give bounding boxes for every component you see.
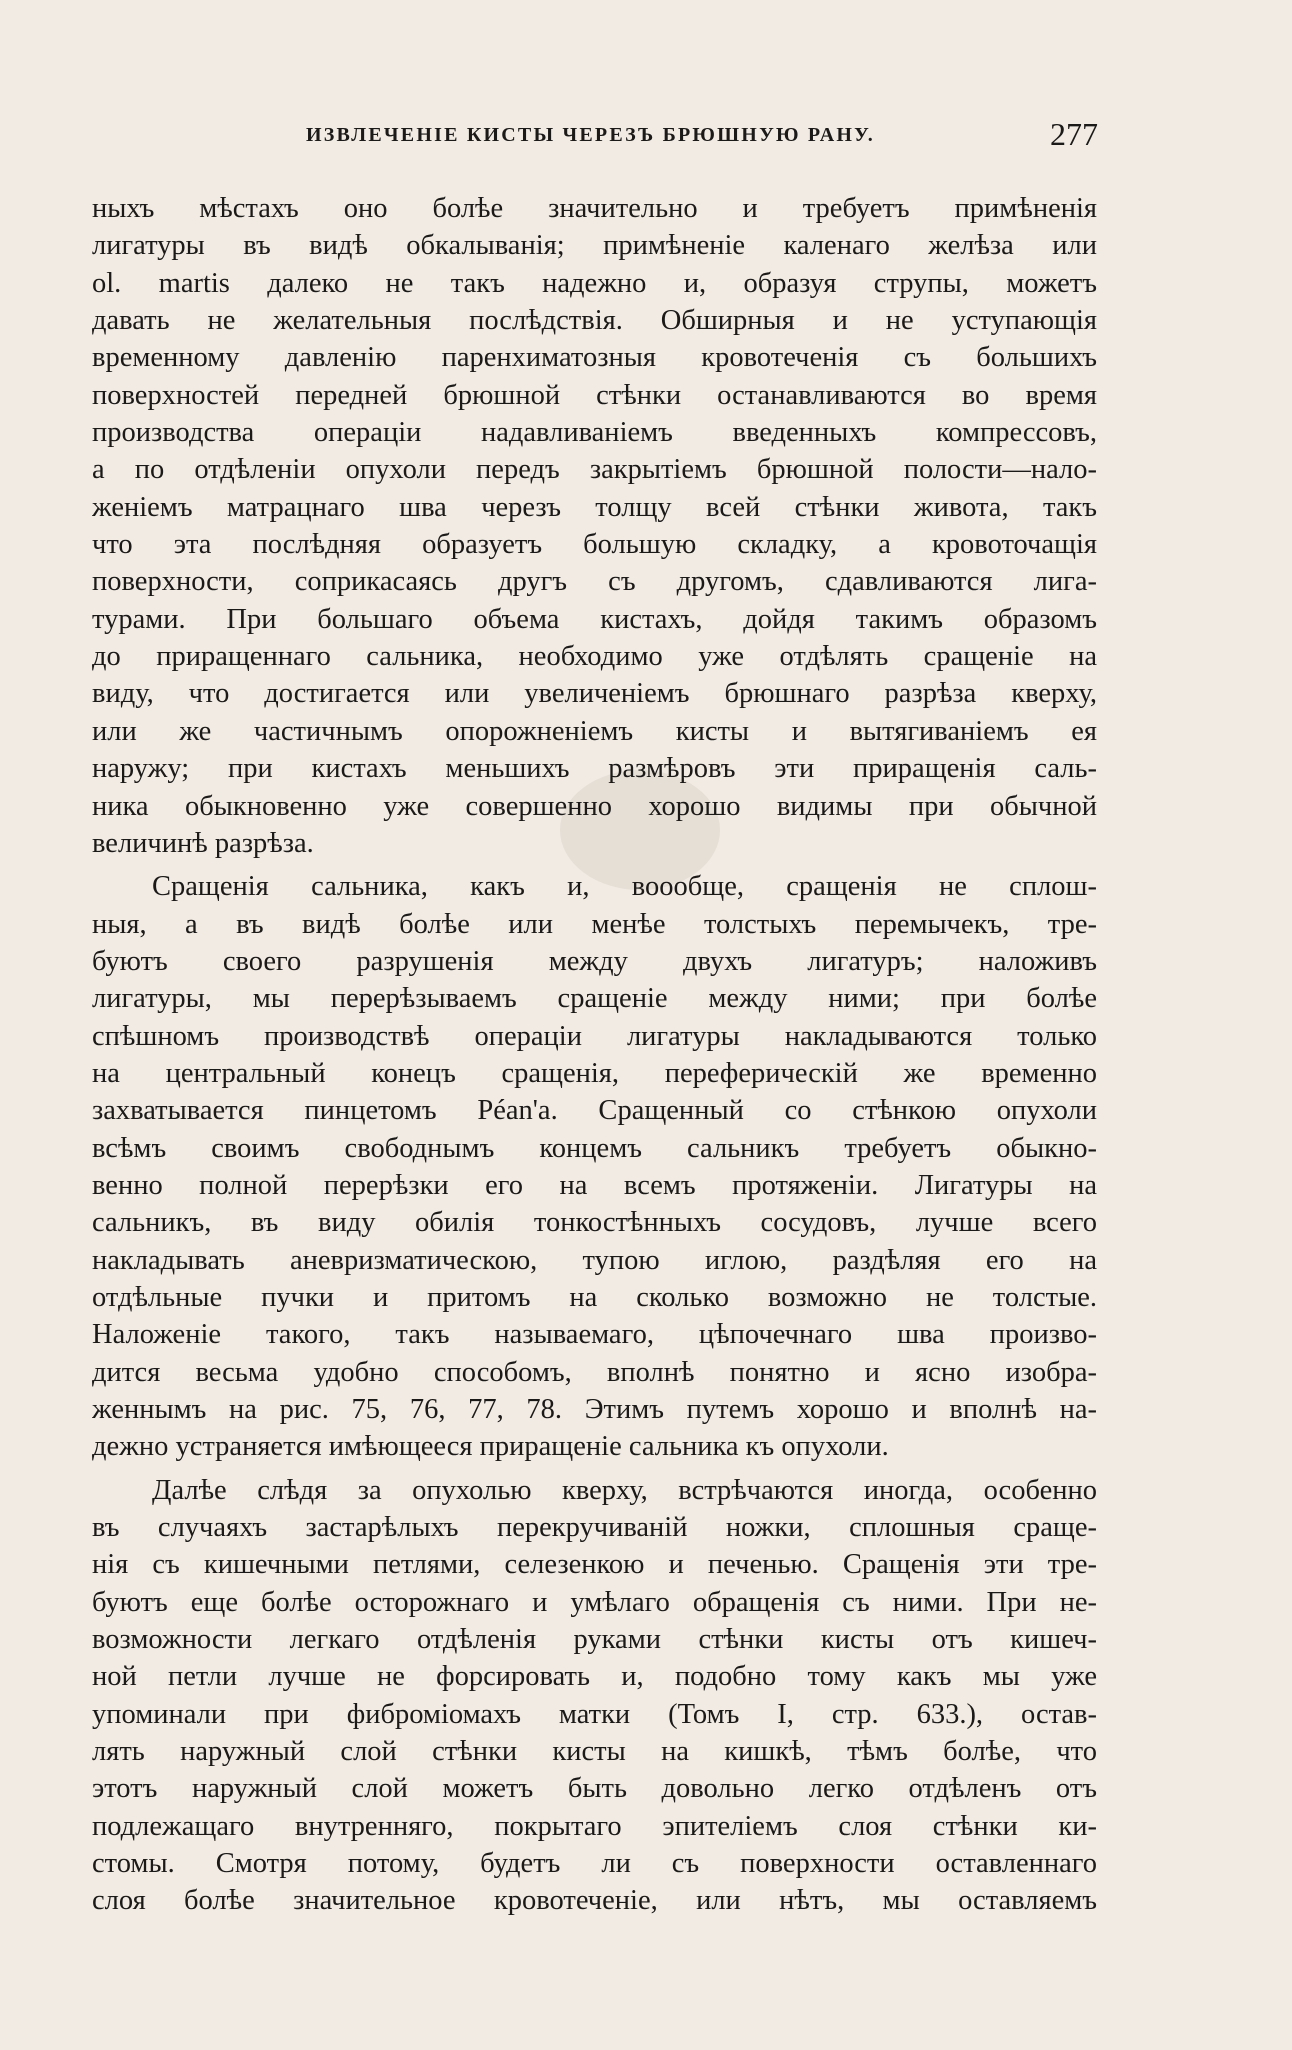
- text-line: лигатуры въ видѣ обкалыванія; примѣненіе каленаго желѣза или: [92, 230, 1097, 262]
- page-number: 277: [1050, 116, 1098, 152]
- paragraph-1: [92, 190, 1097, 862]
- text-line: поверхностей передней брюшной стѣнки останавливаются во время: [92, 379, 1097, 411]
- text-line: упоминали при фиброміомахъ матки (Томъ I, стр. 633.), остав-: [92, 1698, 1097, 1730]
- text-line: а по отдѣленіи опухоли передъ закрытіемъ брюшной полости—нало-: [92, 454, 1097, 486]
- text-line: дежно устраняется имѣющееся приращеніе сальника къ опухоли.: [92, 1431, 889, 1463]
- text-line: лигатуры, мы перерѣзываемъ сращеніе между ними; при болѣе: [92, 983, 1097, 1015]
- text-line: производства операціи надавливаніемъ введенныхъ компрессовъ,: [92, 417, 1097, 449]
- text-line: всѣмъ своимъ свободнымъ концемъ сальникъ требуетъ обыкно-: [92, 1132, 1097, 1164]
- text-line: или же частичнымъ опорожненіемъ кисты и вытягиваніемъ ея: [92, 715, 1097, 747]
- text-line: этотъ наружный слой можетъ быть довольно легко отдѣленъ отъ: [92, 1773, 1097, 1805]
- text-line: возможности легкаго отдѣленія руками стѣнки кисты отъ кишеч-: [92, 1624, 1097, 1656]
- text-line: временному давленію паренхиматозныя кровотеченія съ большихъ: [92, 342, 1097, 374]
- text-line: давать не желательныя послѣдствія. Обширныя и не уступающія: [92, 305, 1097, 337]
- text-line: слоя болѣе значительное кровотеченіе, или нѣтъ, мы оставляемъ: [92, 1885, 1097, 1917]
- text-line: подлежащаго внутренняго, покрытаго эпителіемъ слоя стѣнки ки-: [92, 1810, 1097, 1842]
- text-line: ныя, а въ видѣ болѣе или менѣе толстыхъ перемычекъ, тре-: [92, 908, 1097, 940]
- text-line: наружу; при кистахъ меньшихъ размѣровъ эти приращенія саль-: [92, 753, 1097, 785]
- text-line: Далѣе слѣдя за опухолью кверху, встрѣчаются иногда, особенно: [152, 1474, 1097, 1506]
- text-line: нія съ кишечными петлями, селезенкою и печенью. Сращенія эти тре-: [92, 1549, 1097, 1581]
- text-line: величинѣ разрѣза.: [92, 827, 314, 859]
- text-line: турами. При большаго объема кистахъ, дойдя такимъ образомъ: [92, 603, 1097, 635]
- text-line: венно полной перерѣзки его на всемъ протяженіи. Лигатуры на: [92, 1169, 1097, 1201]
- text-line: въ случаяхъ застарѣлыхъ перекручиваній ножки, сплошныя сраще-: [92, 1512, 1097, 1544]
- running-header: [96, 118, 1096, 158]
- text-line: что эта послѣдняя образуетъ большую складку, а кровоточащія: [92, 529, 1097, 561]
- text-line: ника обыкновенно уже совершенно хорошо видимы при обычной: [92, 790, 1097, 822]
- text-line: поверхности, соприкасаясь другъ съ другомъ, сдавливаются лига-: [92, 566, 1097, 598]
- text-line: ol. martis далеко не такъ надежно и, образуя струпы, можетъ: [92, 267, 1097, 299]
- text-line: спѣшномъ производствѣ операціи лигатуры накладываются только: [92, 1020, 1097, 1052]
- running-title: ИЗВЛЕЧЕНІЕ КИСТЫ ЧЕРЕЗЪ БРЮШНУЮ РАНУ.: [306, 124, 875, 146]
- text-line: женіемъ матрацнаго шва черезъ толщу всей стѣнки живота, такъ: [92, 491, 1097, 523]
- text-line: ныхъ мѣстахъ оно болѣе значительно и требуетъ примѣненія: [92, 193, 1097, 224]
- text-line: стомы. Смотря потому, будетъ ли съ поверхности оставленнаго: [92, 1848, 1097, 1880]
- text-line: отдѣльные пучки и притомъ на сколько возможно не толстые.: [92, 1281, 1097, 1313]
- text-line: накладывать аневризматическою, тупою иглою, раздѣляя его на: [92, 1244, 1097, 1276]
- paragraph-3: [92, 1472, 1097, 1920]
- text-line: дится весьма удобно способомъ, вполнѣ понятно и ясно изобра-: [92, 1356, 1097, 1388]
- text-line: лять наружный слой стѣнки кисты на кишкѣ, тѣмъ болѣе, что: [92, 1736, 1097, 1768]
- text-line: буютъ своего разрушенія между двухъ лигатуръ; наложивъ: [92, 945, 1097, 977]
- text-line: до приращеннаго сальника, необходимо уже отдѣлять сращеніе на: [92, 641, 1097, 673]
- text-line: сальникъ, въ виду обилія тонкостѣнныхъ сосудовъ, лучше всего: [92, 1207, 1097, 1239]
- paragraph-2: [92, 868, 1097, 1466]
- text-line: женнымъ на рис. 75, 76, 77, 78. Этимъ путемъ хорошо и вполнѣ на-: [92, 1394, 1097, 1425]
- text-line: Наложеніе такого, такъ называемаго, цѣпочечнаго шва произво-: [92, 1319, 1097, 1351]
- text-line: ной петли лучше не форсировать и, подобно тому какъ мы уже: [92, 1661, 1097, 1693]
- text-line: буютъ еще болѣе осторожнаго и умѣлаго обращенія съ ними. При не-: [92, 1586, 1097, 1618]
- body-text: [92, 190, 1097, 1920]
- text-line: виду, что достигается или увеличеніемъ брюшнаго разрѣза кверху,: [92, 678, 1097, 710]
- text-line: Сращенія сальника, какъ и, воообще, сращенія не сплош-: [152, 871, 1097, 903]
- text-line: захватывается пинцетомъ Péan'а. Сращенный со стѣнкою опухоли: [92, 1095, 1097, 1127]
- text-line: на центральный конецъ сращенія, переферическій же временно: [92, 1057, 1097, 1089]
